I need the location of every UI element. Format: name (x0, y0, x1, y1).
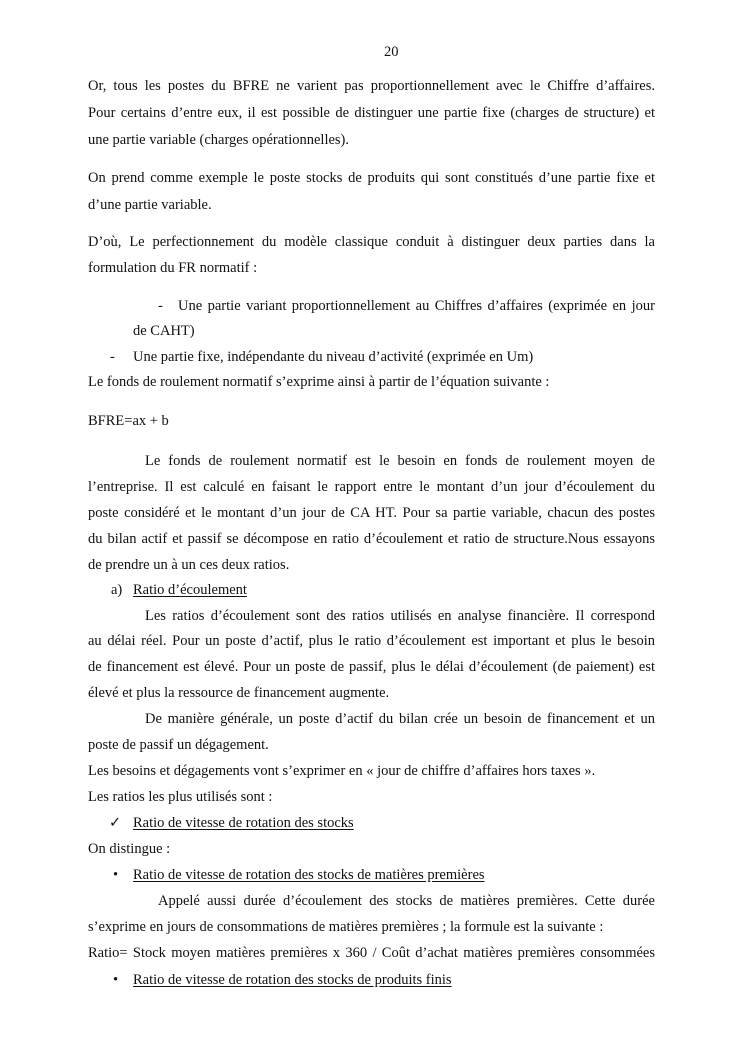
paragraph-line: D’où, Le perfectionnement du modèle classique conduit à distinguer deux parties dans la (88, 234, 655, 250)
paragraph-line: au délai réel. Pour un poste d’actif, plus le ratio d’écoulement est important et plus le besoin (88, 633, 655, 649)
section-heading: Ratio d’écoulement (133, 582, 247, 598)
paragraph-line: Le fonds de roulement normatif s’exprime ainsi à partir de l’équation suivante : (88, 374, 550, 390)
bullet-icon: • (113, 867, 119, 883)
paragraph-line: On prend comme exemple le poste stocks de produits qui sont constitués d’une partie fixe et (88, 170, 655, 186)
paragraph-line: Les ratios les plus utilisés sont : (88, 789, 273, 805)
paragraph-line: On distingue : (88, 841, 171, 857)
paragraph-line: Les besoins et dégagements vont s’exprimer en « jour de chiffre d’affaires hors taxes ». (88, 763, 596, 779)
paragraph-line: poste considéré et le montant d’un jour de CA HT. Pour sa partie variable, chacun des postes (88, 505, 655, 521)
paragraph-line: De manière générale, un poste d’actif du bilan crée un besoin de financement et un (145, 711, 655, 727)
dash-marker: - (110, 349, 115, 365)
paragraph-line: Or, tous les postes du BFRE ne varient pas proportionnellement avec le Chiffre d’affaires. (88, 78, 655, 94)
list-item: Une partie variant proportionnellement au Chiffres d’affaires (exprimée en jour (178, 298, 655, 314)
list-item: Une partie fixe, indépendante du niveau d’activité (exprimée en Um) (133, 349, 534, 365)
paragraph-line: une partie variable (charges opérationnelles). (88, 132, 350, 148)
equation: BFRE=ax + b (88, 413, 169, 429)
bullet-icon: • (113, 972, 119, 988)
subheading: Ratio de vitesse de rotation des stocks de matières premières (133, 867, 485, 883)
section-marker: a) (111, 582, 123, 598)
paragraph-line: s’exprime en jours de consommations de matières premières ; la formule est la suivante : (88, 919, 604, 935)
paragraph-line: formulation du FR normatif : (88, 260, 258, 276)
paragraph-line: du bilan actif et passif se décompose en ratio d’écoulement et ratio de structure.Nous essayons (88, 531, 655, 547)
paragraph-line: d’une partie variable. (88, 197, 212, 213)
paragraph-line: poste de passif un dégagement. (88, 737, 269, 753)
subheading: Ratio de vitesse de rotation des stocks (133, 815, 354, 831)
checkmark-icon: ✓ (109, 815, 122, 831)
page-number: 20 (384, 44, 399, 60)
paragraph-line: élevé et plus la ressource de financement augmente. (88, 685, 390, 701)
list-item-continued: de CAHT) (133, 323, 195, 339)
paragraph-line: Appelé aussi durée d’écoulement des stocks de matières premières. Cette durée (158, 893, 655, 909)
dash-marker: - (158, 298, 163, 314)
paragraph-line: de financement est élevé. Pour un poste de passif, plus le délai d’écoulement (de paiement) est (88, 659, 655, 675)
paragraph-line: Pour certains d’entre eux, il est possible de distinguer une partie fixe (charges de structure) et (88, 105, 655, 121)
paragraph-line: Le fonds de roulement normatif est le besoin en fonds de roulement moyen de (145, 453, 655, 469)
paragraph-line: l’entreprise. Il est calculé en faisant le rapport entre le montant d’un jour d’écoulement du (88, 479, 655, 495)
formula-line: Ratio= Stock moyen matières premières x 360 / Coût d’achat matières premières consommées (88, 945, 655, 961)
paragraph-line: de prendre un à un ces deux ratios. (88, 557, 290, 573)
subheading: Ratio de vitesse de rotation des stocks de produits finis (133, 972, 452, 988)
paragraph-line: Les ratios d’écoulement sont des ratios utilisés en analyse financière. Il correspond (145, 608, 655, 624)
